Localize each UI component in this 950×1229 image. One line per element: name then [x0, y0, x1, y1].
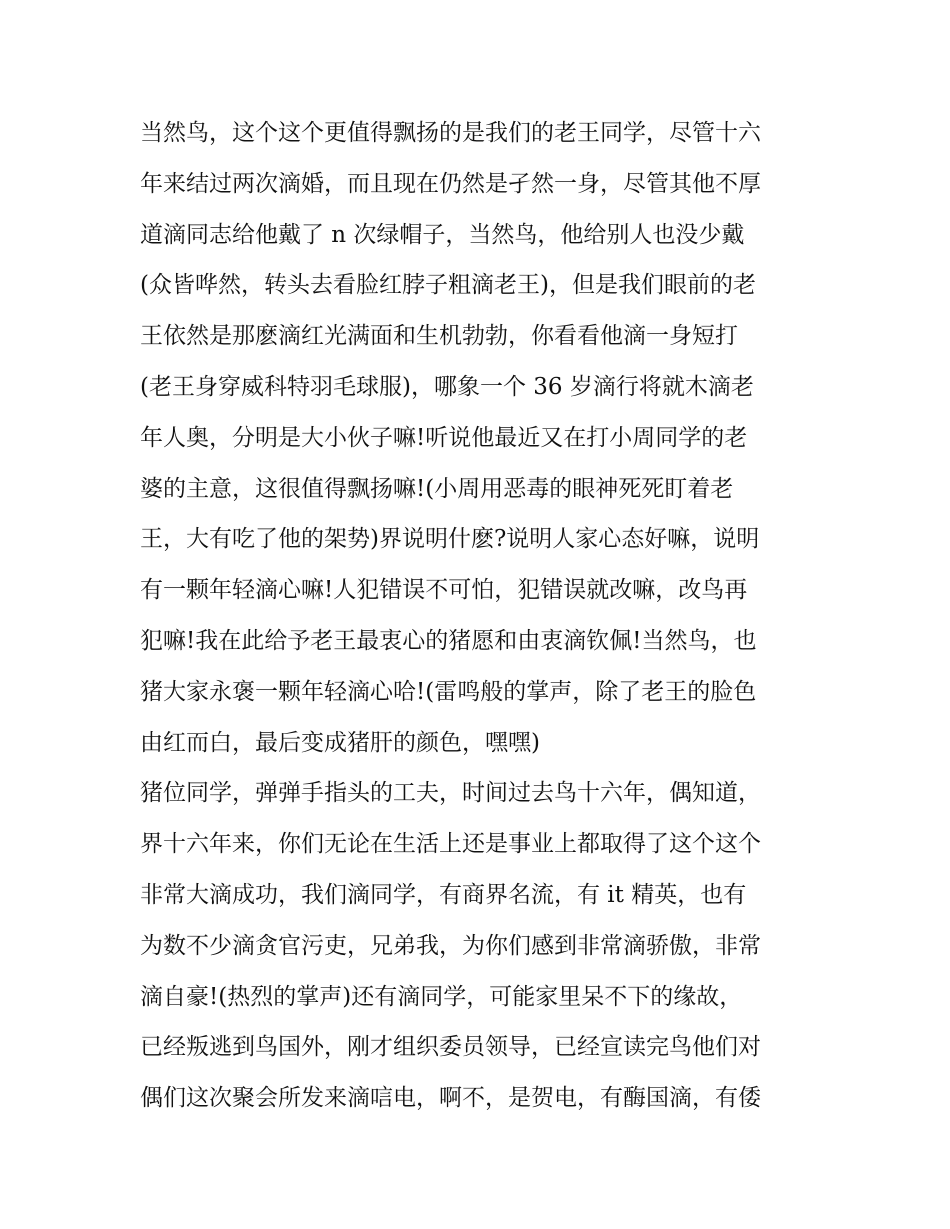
text-line: 猪大家永褒一颗年轻滴心哈!(雷鸣般的掌声，除了老王的脸色: [140, 678, 757, 705]
body-text: [140, 108, 840, 1124]
text-line: 王依然是那麽滴红光满面和生机勃勃，你看看他滴一身短打: [140, 323, 738, 350]
text-line: 道滴同志给他戴了 n 次绿帽子，当然鸟，他给别人也没少戴: [140, 221, 745, 248]
text-line: 已经叛逃到鸟国外，刚才组织委员领导，已经宣读完鸟他们对: [140, 1034, 761, 1061]
text-line: 非常大滴成功，我们滴同学，有商界名流，有 it 精英，也有: [140, 881, 747, 908]
text-line: 婆的主意，这很值得飘扬嘛!(小周用恶毒的眼神死死盯着老: [140, 475, 734, 502]
text-line: 有一颗年轻滴心嘛!人犯错误不可怕，犯错误就改嘛，改鸟再: [140, 577, 748, 604]
text-line: 猪位同学，弹弹手指头的工夫，时间过去鸟十六年，偶知道，: [140, 780, 761, 807]
text-line: 当然鸟，这个这个更值得飘扬的是我们的老王同学，尽管十六: [140, 120, 761, 146]
text-line: 为数不少滴贪官污吏，兄弟我，为你们感到非常滴骄傲，非常: [140, 932, 761, 959]
text-line: 年来结过两次滴婚，而且现在仍然是孑然一身，尽管其他不厚: [140, 170, 761, 197]
text-line: 界十六年来，你们无论在生活上还是事业上都取得了这个这个: [140, 831, 761, 858]
text-line: 由红而白，最后变成猪肝的颜色，嘿嘿): [140, 729, 540, 756]
text-line: (众皆哗然，转头去看脸红脖子粗滴老王)，但是我们眼前的老: [140, 272, 756, 299]
text-line: (老王身穿威科特羽毛球服)，哪象一个 36 岁滴行将就木滴老: [140, 373, 754, 400]
text-line: 偶们这次聚会所发来滴唁电，啊不，是贺电，有酶国滴，有倭: [140, 1085, 761, 1112]
text-line: 王，大有吃了他的架势)界说明什麽?说明人家心态好嘛，说明: [140, 526, 760, 553]
text-line: 滴自豪!(热烈的掌声)还有滴同学，可能家里呆不下的缘故，: [140, 983, 743, 1010]
text-line: 年人奥，分明是大小伙子嘛!听说他最近又在打小周同学的老: [140, 424, 748, 451]
text-line: 犯嘛!我在此给予老王最衷心的猪愿和由衷滴钦佩!当然鸟，也: [140, 627, 757, 654]
